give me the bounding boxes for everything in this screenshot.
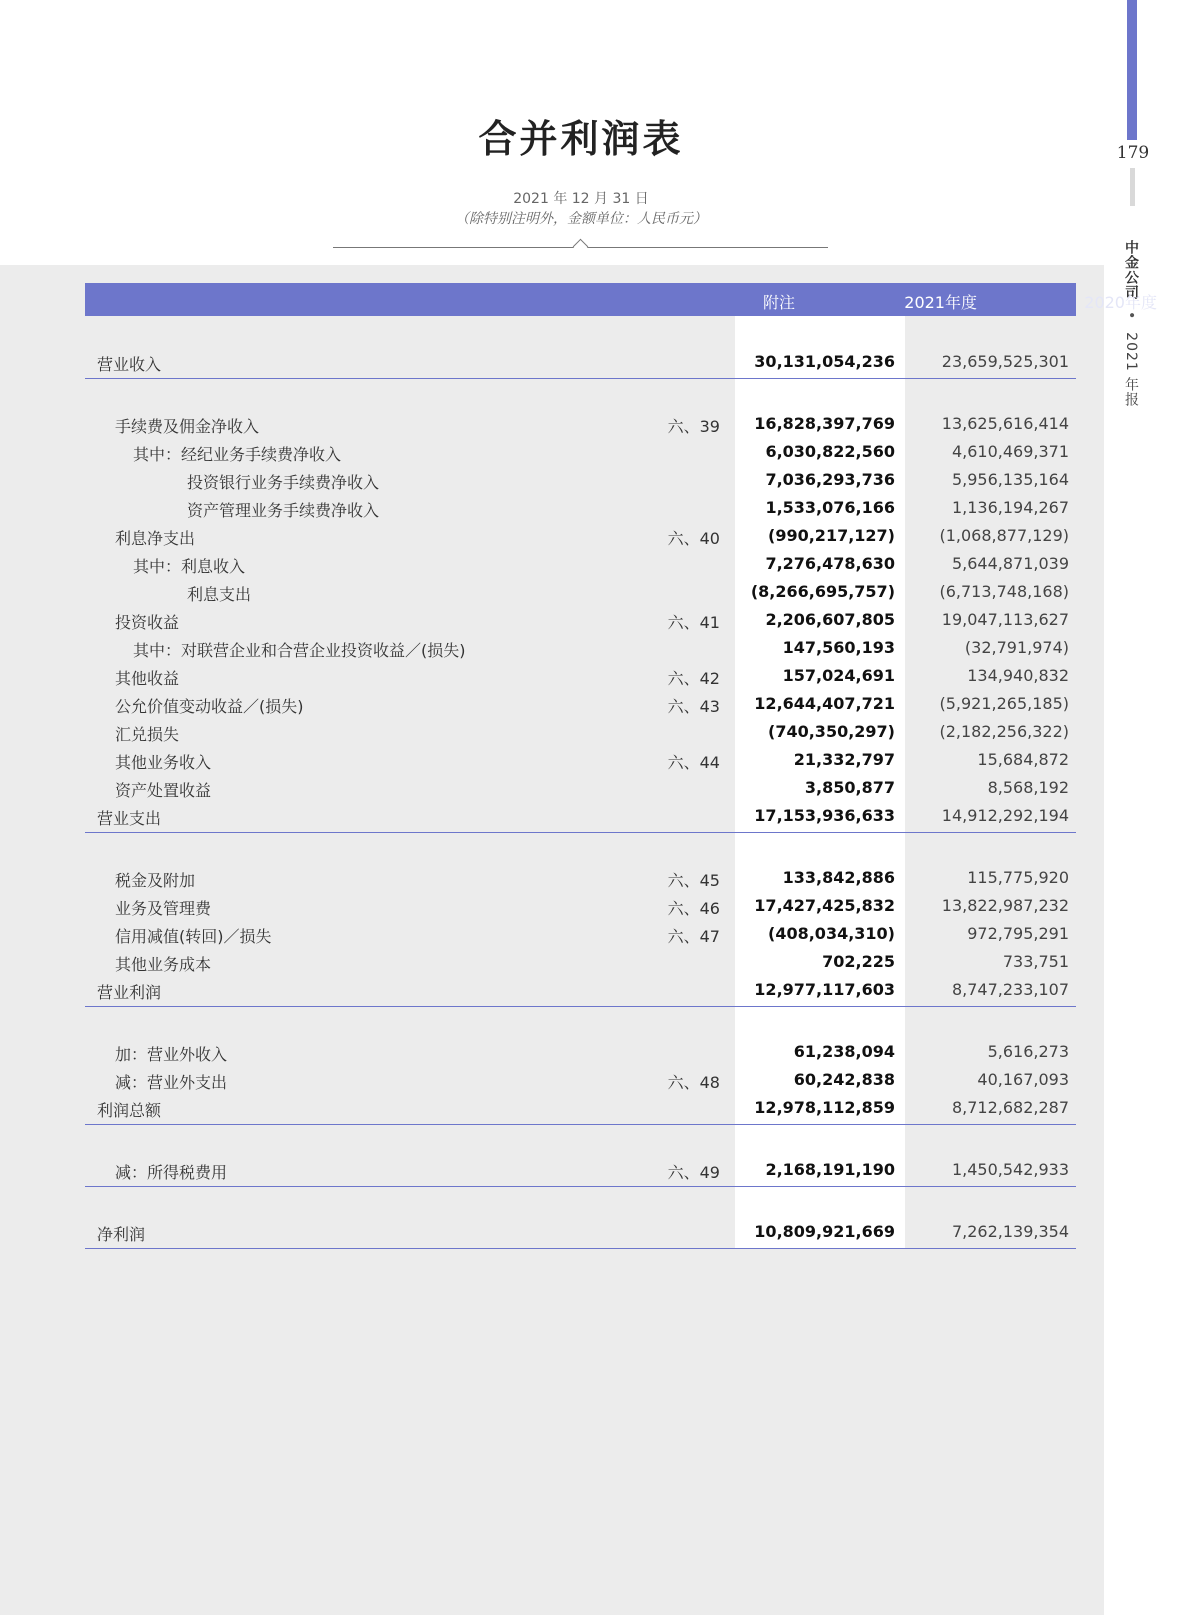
table-row xyxy=(0,526,1104,550)
header-previous-year: 2020年度 xyxy=(1084,293,1157,312)
row-label: 营业支出 xyxy=(97,809,162,828)
table-row xyxy=(0,1160,1104,1184)
table-row xyxy=(0,980,1104,1004)
table-row xyxy=(0,868,1104,892)
row-previous: 13,625,616,414 xyxy=(941,414,1069,433)
table-row xyxy=(0,638,1104,662)
table-row xyxy=(0,470,1104,494)
row-previous: (6,713,748,168) xyxy=(939,582,1069,601)
header-current-year: 2021年度 xyxy=(904,293,977,312)
table-row xyxy=(0,666,1104,690)
table-row xyxy=(0,1070,1104,1094)
row-current: 17,427,425,832 xyxy=(754,896,895,915)
row-previous: (1,068,877,129) xyxy=(939,526,1069,545)
section-rule xyxy=(85,1006,1076,1007)
table-row xyxy=(0,806,1104,830)
row-previous: (2,182,256,322) xyxy=(939,722,1069,741)
row-previous: 1,450,542,933 xyxy=(951,1160,1069,1179)
row-label: 资产管理业务手续费净收入 xyxy=(187,501,380,520)
row-previous: 115,775,920 xyxy=(967,868,1069,887)
section-rule xyxy=(85,1124,1076,1125)
row-current: 60,242,838 xyxy=(793,1070,895,1089)
header-note: 附注 xyxy=(762,293,795,312)
table-row xyxy=(0,952,1104,976)
table-row xyxy=(0,554,1104,578)
row-previous: 15,684,872 xyxy=(977,750,1069,769)
row-label: 投资收益 xyxy=(115,613,180,632)
row-note: 六、43 xyxy=(667,697,720,716)
row-label: 公允价值变动收益／(损失) xyxy=(115,697,304,716)
row-label: 加：营业外收入 xyxy=(115,1045,228,1064)
row-current: 6,030,822,560 xyxy=(765,442,895,461)
row-label: 其他收益 xyxy=(115,669,180,688)
row-current: (408,034,310) xyxy=(768,924,895,943)
section-rule xyxy=(85,1248,1076,1249)
row-current: 157,024,691 xyxy=(782,666,895,685)
row-current: 30,131,054,236 xyxy=(754,352,895,371)
row-current: 702,225 xyxy=(822,952,895,971)
row-current: 1,533,076,166 xyxy=(765,498,895,517)
row-label: 信用减值(转回)／损失 xyxy=(115,927,272,946)
row-label: 减：所得税费用 xyxy=(115,1163,228,1182)
row-previous: 5,956,135,164 xyxy=(951,470,1069,489)
row-current: 21,332,797 xyxy=(793,750,895,769)
row-previous: 23,659,525,301 xyxy=(941,352,1069,371)
section-rule xyxy=(85,378,1076,379)
row-current: (740,350,297) xyxy=(768,722,895,741)
side-company-name: 中金公司 xyxy=(1123,240,1139,300)
side-label xyxy=(1121,240,1141,407)
row-note: 六、46 xyxy=(667,899,720,918)
unit-note: （除特别注明外，金额单位：人民币元） xyxy=(455,211,707,227)
row-previous: 14,912,292,194 xyxy=(941,806,1069,825)
row-current: 12,977,117,603 xyxy=(754,980,895,999)
row-note: 六、48 xyxy=(667,1073,720,1092)
row-previous: 19,047,113,627 xyxy=(941,610,1069,629)
section-rule xyxy=(85,1186,1076,1187)
row-current: 3,850,877 xyxy=(804,778,895,797)
table-row xyxy=(0,582,1104,606)
row-current: 2,206,607,805 xyxy=(765,610,895,629)
row-previous: 1,136,194,267 xyxy=(951,498,1069,517)
row-note: 六、45 xyxy=(667,871,720,890)
row-label: 减：营业外支出 xyxy=(115,1073,228,1092)
row-current: 12,978,112,859 xyxy=(754,1098,895,1117)
report-date: 2021 年 12 月 31 日 xyxy=(513,191,649,207)
row-label: 其中：经纪业务手续费净收入 xyxy=(133,445,342,464)
table-row xyxy=(0,1222,1104,1246)
row-previous: (5,921,265,185) xyxy=(939,694,1069,713)
page-title: 合并利润表 xyxy=(478,116,684,161)
row-note: 六、42 xyxy=(667,669,720,688)
row-previous: 8,712,682,287 xyxy=(951,1098,1069,1117)
row-current: 10,809,921,669 xyxy=(754,1222,895,1241)
row-previous: 8,568,192 xyxy=(987,778,1069,797)
row-previous: 733,751 xyxy=(1002,952,1069,971)
row-previous: 5,644,871,039 xyxy=(951,554,1069,573)
row-label: 利润总额 xyxy=(97,1101,162,1120)
row-previous: (32,791,974) xyxy=(964,638,1069,657)
row-label: 业务及管理费 xyxy=(115,899,212,918)
side-separator: • xyxy=(1123,311,1139,321)
row-previous: 7,262,139,354 xyxy=(951,1222,1069,1241)
table-row xyxy=(0,1098,1104,1122)
row-label: 税金及附加 xyxy=(115,871,196,890)
side-report-name: 2021 年报 xyxy=(1123,332,1139,408)
row-current: 133,842,886 xyxy=(782,868,895,887)
row-current: 2,168,191,190 xyxy=(765,1160,895,1179)
table-row xyxy=(0,778,1104,802)
row-previous: 972,795,291 xyxy=(967,924,1069,943)
row-note: 六、41 xyxy=(667,613,720,632)
row-current: (8,266,695,757) xyxy=(750,582,895,601)
row-label: 其他业务成本 xyxy=(115,955,212,974)
table-row xyxy=(0,750,1104,774)
row-current: (990,217,127) xyxy=(768,526,895,545)
row-label: 资产处置收益 xyxy=(115,781,212,800)
row-note: 六、44 xyxy=(667,753,720,772)
row-note: 六、40 xyxy=(667,529,720,548)
row-label: 其中：对联营企业和合营企业投资收益／(损失) xyxy=(133,641,466,660)
table-row xyxy=(0,722,1104,746)
row-previous: 134,940,832 xyxy=(967,666,1069,685)
row-current: 61,238,094 xyxy=(793,1042,895,1061)
row-previous: 40,167,093 xyxy=(977,1070,1069,1089)
row-current: 16,828,397,769 xyxy=(754,414,895,433)
row-label: 其中：利息收入 xyxy=(133,557,246,576)
table-row xyxy=(0,352,1104,376)
row-current: 12,644,407,721 xyxy=(754,694,895,713)
row-previous: 8,747,233,107 xyxy=(951,980,1069,999)
table-row xyxy=(0,610,1104,634)
row-note: 六、39 xyxy=(667,417,720,436)
table-row xyxy=(0,498,1104,522)
page-number: 179 xyxy=(1116,143,1150,163)
table-row xyxy=(0,694,1104,718)
row-current: 147,560,193 xyxy=(782,638,895,657)
row-note: 六、47 xyxy=(667,927,720,946)
row-label: 净利润 xyxy=(97,1225,146,1244)
table-row xyxy=(0,414,1104,438)
row-label: 利息净支出 xyxy=(115,529,196,548)
row-current: 7,036,293,736 xyxy=(765,470,895,489)
row-current: 17,153,936,633 xyxy=(754,806,895,825)
row-previous: 4,610,469,371 xyxy=(951,442,1069,461)
row-current: 7,276,478,630 xyxy=(765,554,895,573)
table-row xyxy=(0,1042,1104,1066)
row-label: 利息支出 xyxy=(187,585,252,604)
row-label: 汇兑损失 xyxy=(115,725,180,744)
table-row xyxy=(0,896,1104,920)
table-row xyxy=(0,442,1104,466)
row-note: 六、49 xyxy=(667,1163,720,1182)
row-label: 手续费及佣金净收入 xyxy=(115,417,260,436)
row-previous: 5,616,273 xyxy=(987,1042,1069,1061)
row-label: 投资银行业务手续费净收入 xyxy=(187,473,380,492)
row-previous: 13,822,987,232 xyxy=(941,896,1069,915)
row-label: 其他业务收入 xyxy=(115,753,212,772)
table-row xyxy=(0,924,1104,948)
row-label: 营业利润 xyxy=(97,983,162,1002)
section-rule xyxy=(85,832,1076,833)
row-label: 营业收入 xyxy=(97,355,162,374)
